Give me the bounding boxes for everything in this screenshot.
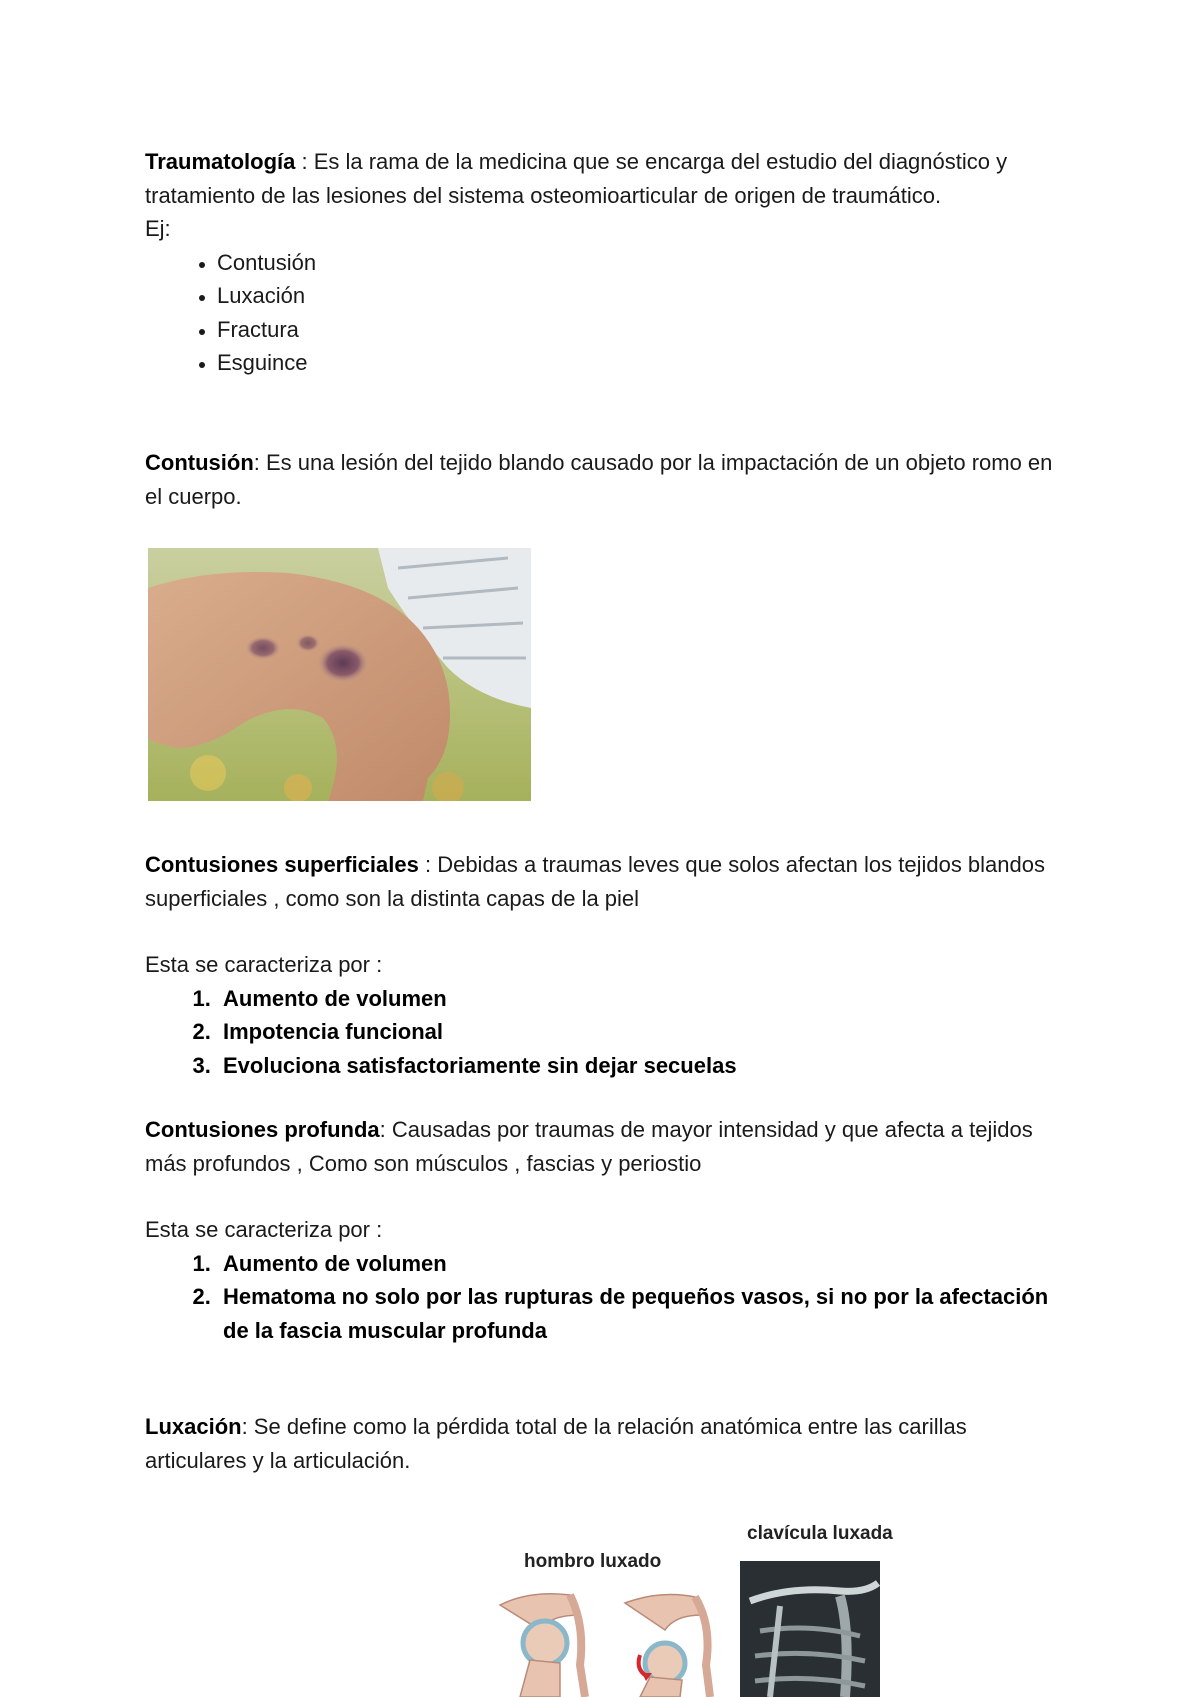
example-label: Ej: [145, 216, 171, 241]
profunda-section [145, 1113, 1065, 1347]
intro-paragraph [145, 145, 1065, 212]
caption-clavicle: clavícula luxada [747, 1523, 893, 1544]
contusion-paragraph [145, 446, 1065, 513]
term-traumatologia: Traumatología [145, 149, 296, 174]
list-item: 2. Impotencia funcional [217, 1015, 1065, 1049]
list-item: 3. Evoluciona satisfactoriamente sin dejar secuelas [217, 1049, 1065, 1083]
luxation-figure [490, 1515, 910, 1697]
definition-superficiales: : Debidas a traumas leves que solos afectan los tejidos blandos superficiales , como son la distinta capas de la piel [145, 852, 1045, 911]
superficiales-lead: Esta se caracteriza por : [145, 952, 383, 977]
definition-contusion: : Es una lesión del tejido blando causado por la impactación de un objeto romo en el cuerpo. [145, 450, 1053, 509]
list-item: 1. Aumento de volumen [217, 1247, 1065, 1281]
definition-traumatologia: : Es la rama de la medicina que se encarga del estudio del diagnóstico y tratamiento de las lesiones del sistema osteomioarticular de origen de traumático. [145, 149, 1008, 208]
xray-image [740, 1561, 880, 1697]
list-item: 1. Aumento de volumen [217, 982, 1065, 1016]
definition-luxacion: : Se define como la pérdida total de la relación anatómica entre las carillas articulares y la articulación. [145, 1414, 967, 1473]
luxacion-paragraph [145, 1410, 1065, 1477]
contusion-section [145, 446, 1065, 513]
bruised-elbow-image [148, 548, 531, 801]
profunda-list [145, 1247, 1065, 1348]
superficiales-section [145, 848, 1065, 1082]
list-item: 2. Hematoma no solo por las rupturas de pequeños vasos, si no por la afectación de la fascia muscular profunda [217, 1280, 1065, 1347]
examples-list [145, 246, 1065, 380]
superficiales-paragraph [145, 848, 1065, 915]
superficiales-list [145, 982, 1065, 1083]
profunda-paragraph [145, 1113, 1065, 1180]
definition-profunda: : Causadas por traumas de mayor intensidad y que afecta a tejidos más profundos , Como son músculos , fascias y periostio [145, 1117, 1033, 1176]
caption-shoulder: hombro luxado [524, 1551, 662, 1572]
list-item: • Fractura [217, 313, 1065, 347]
luxacion-section [145, 1410, 1065, 1477]
term-superficiales: Contusiones superficiales [145, 852, 419, 877]
term-luxacion: Luxación [145, 1414, 242, 1439]
term-contusion: Contusión [145, 450, 254, 475]
term-profunda: Contusiones profunda [145, 1117, 380, 1142]
list-item: • Luxación [217, 279, 1065, 313]
profunda-lead: Esta se caracteriza por : [145, 1217, 383, 1242]
list-item: • Contusión [217, 246, 1065, 280]
intro-section [145, 145, 1065, 380]
list-item: • Esguince [217, 346, 1065, 380]
